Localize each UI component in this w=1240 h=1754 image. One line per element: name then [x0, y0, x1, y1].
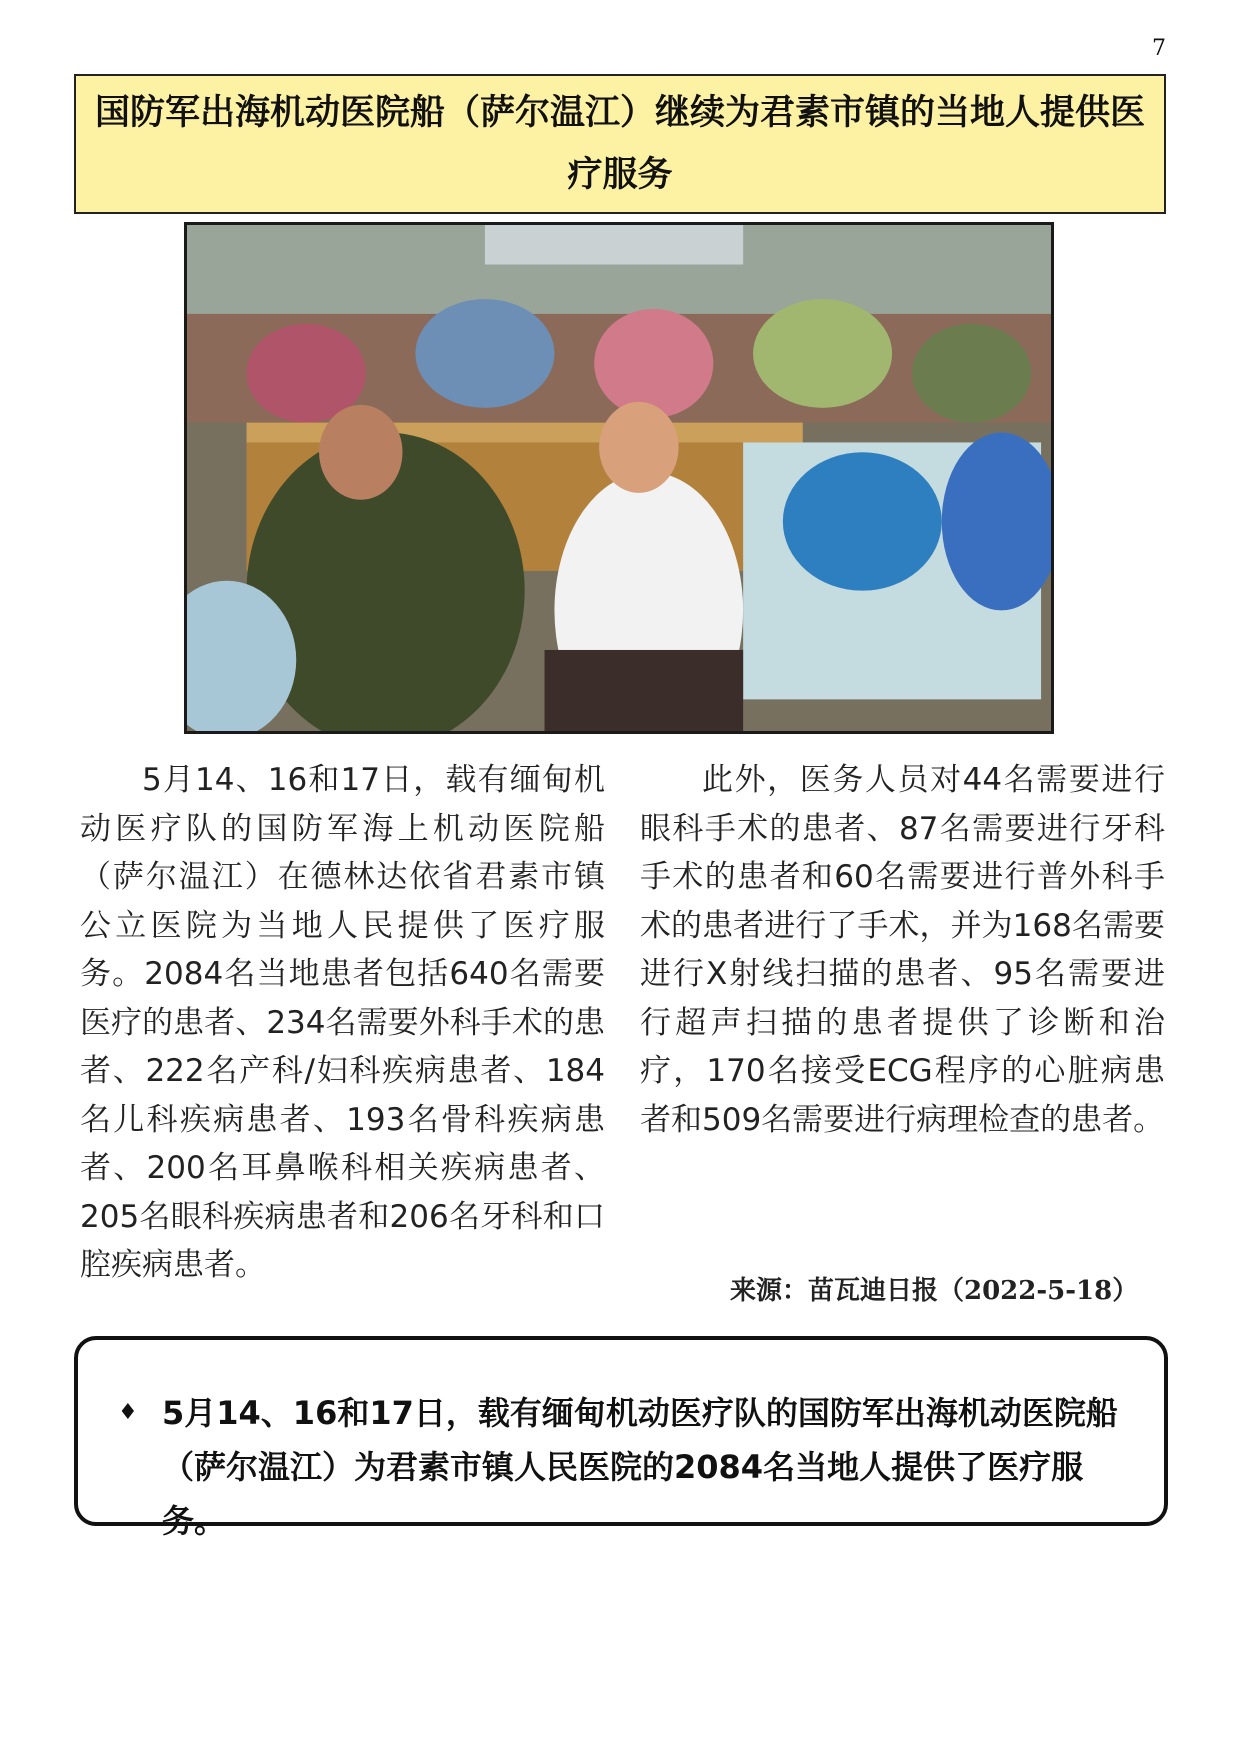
- summary-item: [118, 1386, 1140, 1548]
- article-paragraph-right: 此外，医务人员对44名需要进行眼科手术的患者、87名需要进行牙科手术的患者和60名需要进行普外科手术的患者进行了手术，并为168名需要进行X射线扫描的患者、95名需要进行超声扫描的患者提供了诊断和治疗，170名接受ECG程序的心脏病患者和509名需要进行病理检查的患者。: [640, 762, 1165, 1138]
- headline: 国防军出海机动医院船（萨尔温江）继续为君素市镇的当地人提供医疗服务: [94, 93, 1145, 195]
- page-number: 7: [1152, 36, 1166, 61]
- summary-box: [74, 1336, 1168, 1540]
- source-citation: 来源：苗瓦迪日报（2022-5-18）: [730, 1276, 1139, 1306]
- article-column-left: [80, 756, 605, 1290]
- summary-text: 5月14、16和17日，载有缅甸机动医疗队的国防军出海机动医院船（萨尔温江）为君素市镇人民医院的2084名当地人提供了医疗服务。: [162, 1394, 1118, 1540]
- news-photo: [184, 222, 1054, 734]
- article-paragraph-left: 5月14、16和17日，载有缅甸机动医疗队的国防军海上机动医院船（萨尔温江）在德林达依省君素市镇公立医院为当地人民提供了医疗服务。2084名当地患者包括640名需要医疗的患者、234名需要外科手术的患者、222名产科/妇科疾病患者、184名儿科疾病患者、193名骨科疾病患者、200名耳鼻喉科相关疾病患者、205名眼科疾病患者和206名牙科和口腔疾病患者。: [80, 762, 605, 1283]
- diamond-bullet-icon: ♦: [118, 1400, 138, 1425]
- medical-camp-photo-icon: [187, 225, 1051, 731]
- article-column-right: [640, 756, 1165, 1144]
- headline-box: [74, 74, 1166, 214]
